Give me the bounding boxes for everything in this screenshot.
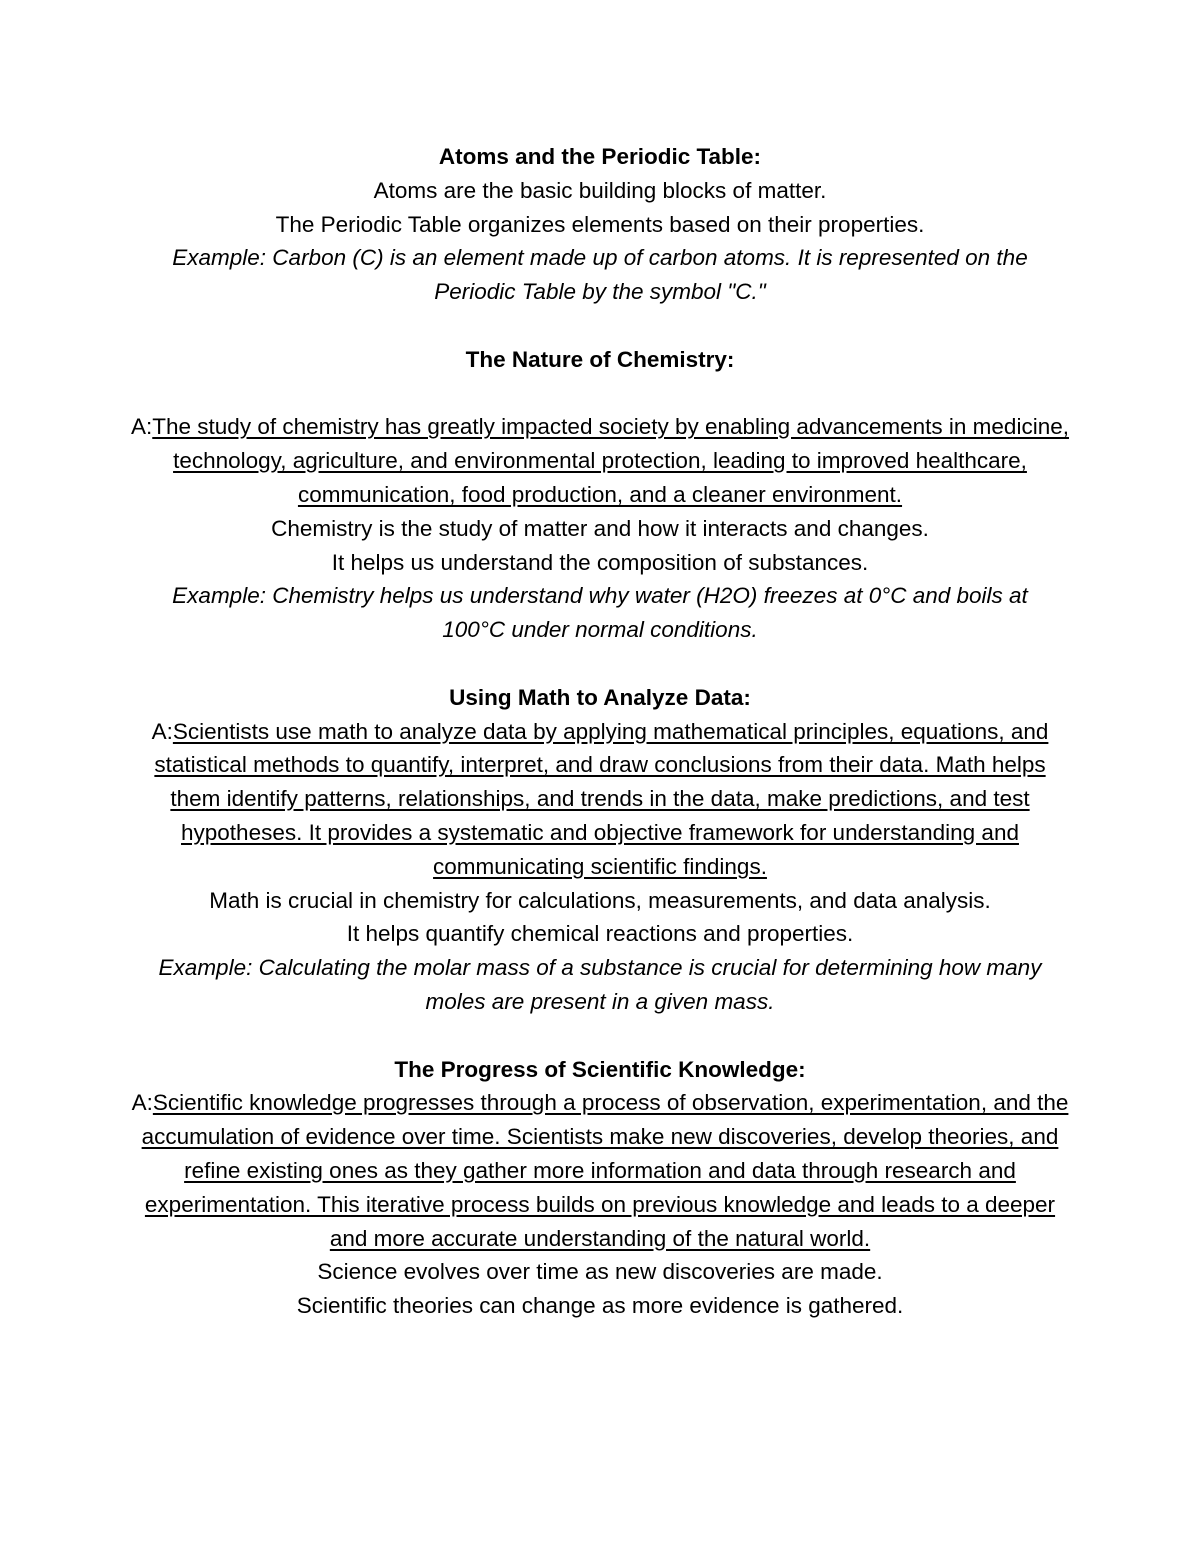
answer-paragraph (130, 1086, 1070, 1255)
answer-prefix: A: (131, 414, 153, 440)
answer-prefix: A: (151, 718, 173, 744)
body-line: The Periodic Table organizes elements based on their properties. (275, 211, 925, 237)
answer-paragraph (130, 715, 1070, 884)
section-heading: Using Math to Analyze Data: (449, 684, 751, 710)
body-line: Scientific theories can change as more evidence is gathered. (296, 1293, 904, 1319)
body-line: Math is crucial in chemistry for calculations, measurements, and data analysis. (209, 887, 991, 913)
body-line: It helps us understand the composition of substances. (331, 549, 869, 575)
body-line: Chemistry is the study of matter and how it interacts and changes. (271, 515, 929, 541)
document-page (130, 140, 1070, 1323)
body-line: Atoms are the basic building blocks of matter. (373, 177, 827, 203)
spacer (130, 309, 1070, 343)
answer-text: Scientists use math to analyze data by applying mathematical principles, equations, and statistical methods to quantify, interpret, and draw conclusions from their data. Math helps them identify patterns, relationships, and trends in the data, make predictions, and test hypotheses. It provides a systematic and objective framework for understanding and communicating scientific findings. (154, 718, 1049, 879)
body-line: Science evolves over time as new discoveries are made. (317, 1259, 883, 1285)
example-text: Example: Calculating the molar mass of a substance is crucial for determining how many moles are present in a given mass. (158, 955, 1042, 1014)
example-text: Example: Carbon (C) is an element made up of carbon atoms. It is represented on the Periodic Table by the symbol "C." (172, 245, 1028, 305)
answer-prefix: A: (131, 1090, 153, 1116)
spacer (130, 1019, 1070, 1053)
section-heading: The Progress of Scientific Knowledge: (394, 1056, 806, 1082)
body-line: It helps quantify chemical reactions and properties. (346, 921, 854, 947)
spacer (130, 647, 1070, 681)
section-heading: Atoms and the Periodic Table: (438, 144, 762, 169)
answer-text: The study of chemistry has greatly impacted society by enabling advancements in medicine, technology, agriculture, and environmental protection, leading to improved healthcare, communication, food production, and a cleaner environment. (152, 414, 1069, 507)
section-heading: The Nature of Chemistry: (465, 346, 735, 372)
example-text: Example: Chemistry helps us understand why water (H2O) freezes at 0°C and boils at 100°C under normal conditions. (172, 583, 1028, 643)
answer-paragraph (130, 410, 1070, 511)
spacer (130, 377, 1070, 411)
answer-text: Scientific knowledge progresses through a process of observation, experimentation, and the accumulation of evidence over time. Scientists make new discoveries, develop theories, and refine existing ones as they gather more information and data through research and experimentation. This iterative process builds on previous knowledge and leads to a deeper and more accurate understanding of the natural world. (141, 1090, 1069, 1251)
